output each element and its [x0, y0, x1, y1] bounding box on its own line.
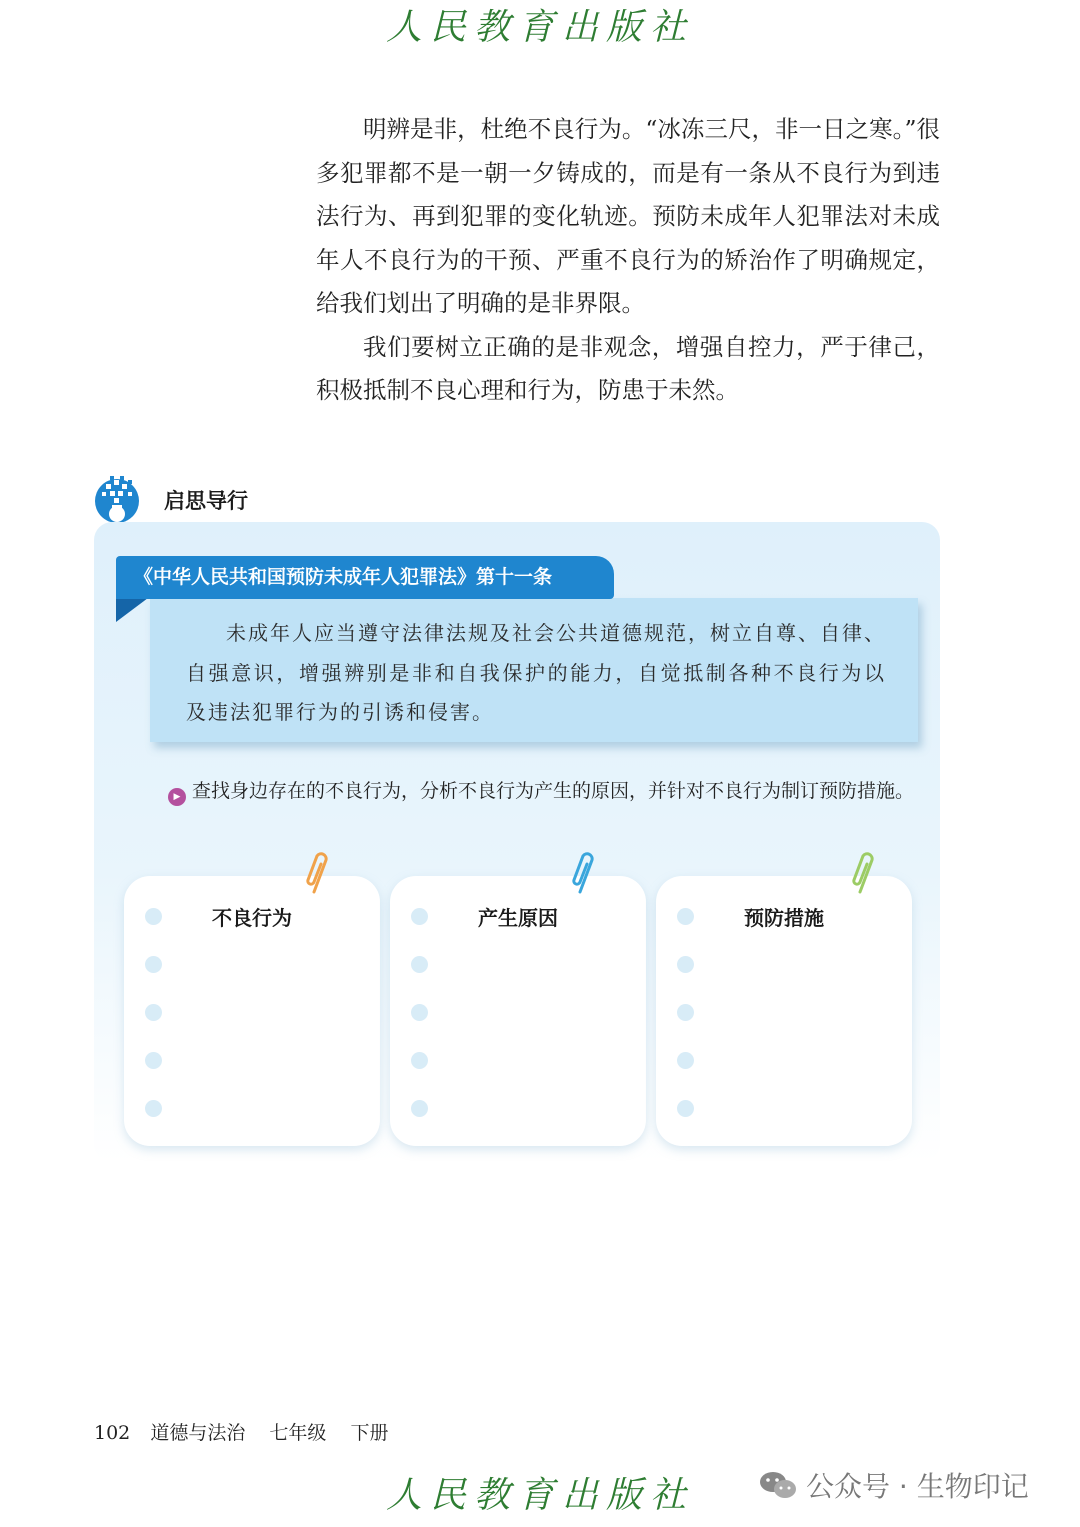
bullet-dot: [145, 1052, 162, 1069]
card-title: 不良行为: [212, 906, 292, 930]
page-number: 102: [94, 1422, 131, 1444]
bullet-dot: [411, 1004, 428, 1021]
task-text: 查找身边存在的不良行为，分析不良行为产生的原因，并针对不良行为制订预防措施。: [192, 780, 915, 802]
paperclip-icon: [304, 852, 334, 894]
card-title: 产生原因: [478, 906, 558, 930]
bullet-dot: [677, 1004, 694, 1021]
bullet-dot: [145, 956, 162, 973]
bullet-dot: [145, 1100, 162, 1117]
watermark-text: 公众号 · 生物印记: [806, 1470, 1029, 1503]
law-text-body: 未成年人应当遵守法律法规及社会公共道德规范，树立自尊、自律、自强意识，增强辨别是非和自我保护的能力，自觉抵制各种不良行为以及违法犯罪行为的引诱和侵害。: [186, 621, 886, 724]
bullet-dot: [677, 956, 694, 973]
watermark: [758, 1465, 1029, 1505]
paragraph: 明辨是非，杜绝不良行为。“冰冻三尺，非一日之寒。”很多犯罪都不是一朝一夕铸成的，而是有一条从不良行为到违法行为、再到犯罪的变化轨迹。预防未成年人犯罪法对未成年人不良行为的干预、严重不良行为的矫治作了明确规定，给我们划出了明确的是非界限。: [316, 115, 940, 317]
bullet-dot: [145, 908, 162, 925]
bullet-dot: [411, 1052, 428, 1069]
section-title: 启思导行: [164, 489, 248, 513]
volume-label: 下册: [350, 1422, 389, 1444]
paragraph: 我们要树立正确的是非观念，增强自控力，严于律己，积极抵制不良心理和行为，防患于未然。: [316, 332, 940, 404]
wechat-icon: [758, 1470, 798, 1500]
play-icon: ▶: [168, 788, 186, 806]
body-text: [316, 108, 940, 413]
law-title-tab: 《中华人民共和国预防未成年人犯罪法》第十一条: [116, 556, 614, 599]
card-bad-behavior: [124, 876, 380, 1146]
grade-label: 七年级: [269, 1422, 327, 1444]
bullet-dot: [677, 1100, 694, 1117]
publisher-logo-bottom: 人民教育出版社: [385, 1475, 694, 1516]
page-footer: [94, 1418, 406, 1445]
card-causes: [390, 876, 646, 1146]
card-prevention: [656, 876, 912, 1146]
bullet-dot: [411, 908, 428, 925]
card-title: 预防措施: [744, 906, 824, 930]
publisher-logo-top: 人民教育出版社: [385, 7, 694, 48]
task-instruction: [124, 772, 914, 810]
section-header: [92, 474, 392, 524]
law-text: [186, 614, 886, 733]
bullet-dot: [145, 1004, 162, 1021]
thinking-head-icon: [92, 474, 142, 524]
bullet-dot: [677, 1052, 694, 1069]
bullet-dot: [411, 956, 428, 973]
bullet-dot: [411, 1100, 428, 1117]
bullet-dot: [677, 908, 694, 925]
subject-name: 道德与法治: [150, 1422, 246, 1444]
paperclip-icon: [570, 852, 600, 894]
law-tab-fold: [116, 598, 148, 622]
paperclip-icon: [850, 852, 880, 894]
